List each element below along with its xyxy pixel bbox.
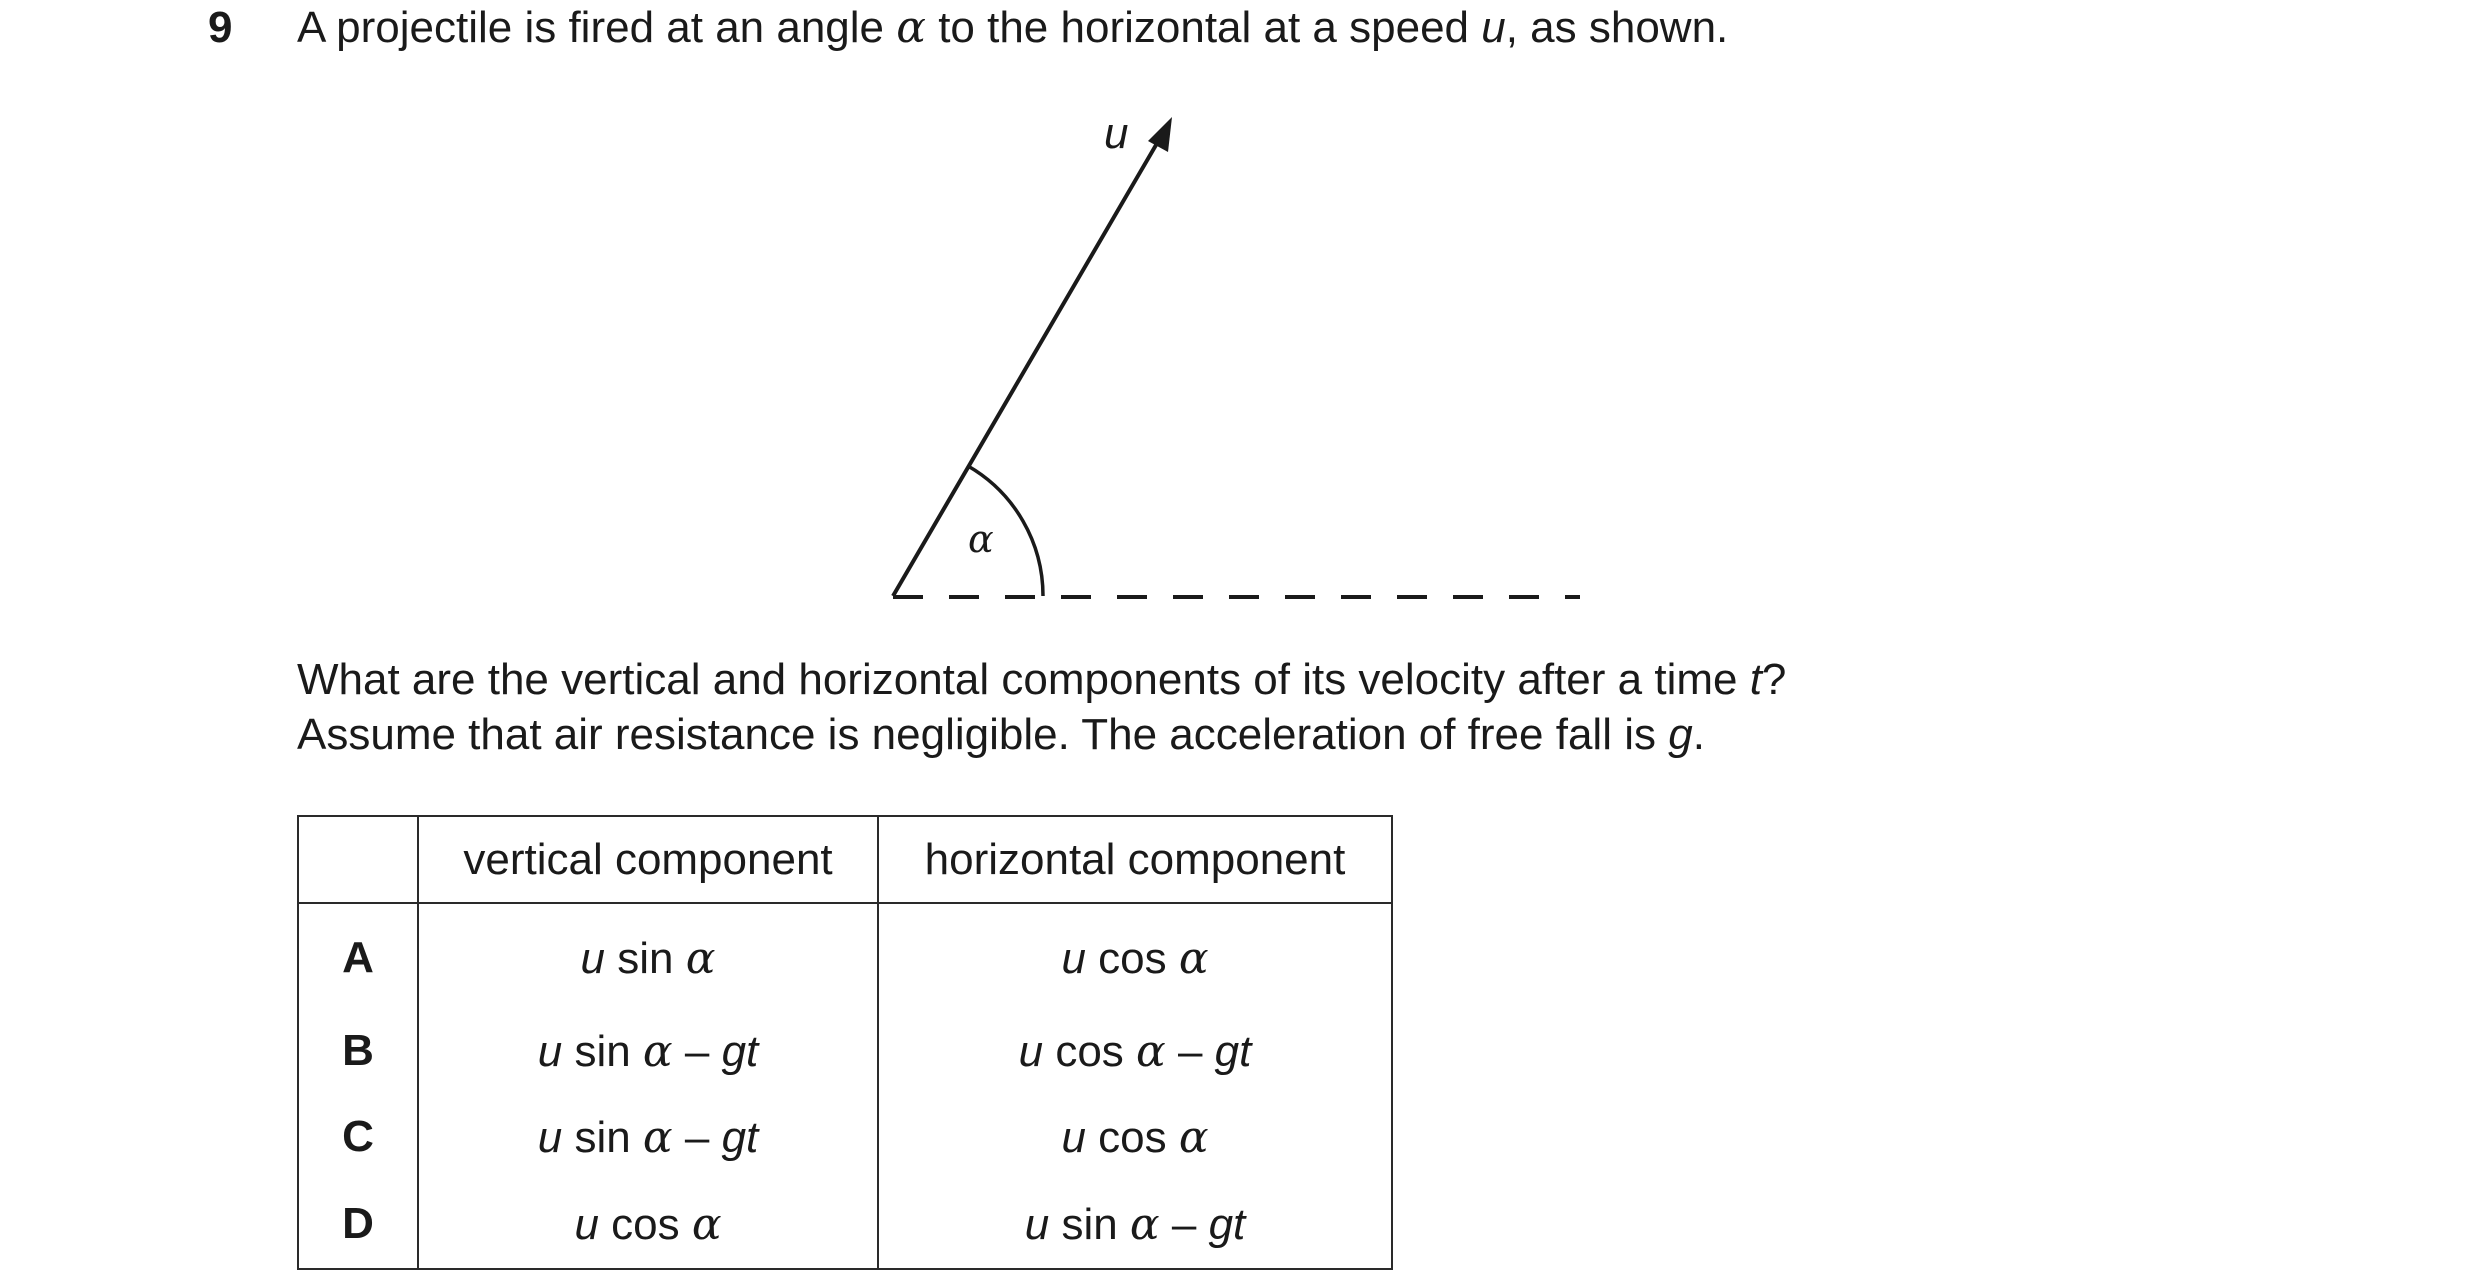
vertical-cell: u sin α – gt — [418, 1008, 878, 1094]
table-header-row — [298, 816, 1392, 903]
option-row-a[interactable] — [298, 903, 1392, 1008]
velocity-arrowhead — [1148, 117, 1172, 152]
velocity-arrow-line — [893, 133, 1163, 596]
prompt-t: t — [1749, 655, 1762, 704]
question-number: 9 — [208, 3, 233, 52]
option-letter[interactable]: A — [298, 903, 418, 1008]
horizontal-cell: u cos α — [878, 903, 1392, 1008]
option-letter[interactable]: C — [298, 1094, 418, 1180]
stem-u: u — [1481, 3, 1506, 52]
option-row-c[interactable] — [298, 1094, 1392, 1180]
prompt-line-2: Assume that air resistance is negligible. The acceleration of free fall is g. — [297, 710, 1705, 759]
vertical-cell: u sin α — [418, 903, 878, 1008]
option-letter[interactable]: D — [298, 1180, 418, 1269]
velocity-label: u — [1104, 109, 1129, 158]
stem-text-2: to the horizontal at a speed — [925, 3, 1482, 52]
projectile-diagram — [0, 0, 2480, 640]
horizontal-cell: u sin α – gt — [878, 1180, 1392, 1269]
stem-text-3: , as shown. — [1505, 3, 1729, 52]
vertical-cell: u cos α — [418, 1180, 878, 1269]
stem-alpha: α — [896, 2, 926, 53]
option-letter[interactable]: B — [298, 1008, 418, 1094]
prompt-g: g — [1668, 710, 1693, 759]
option-row-d[interactable] — [298, 1180, 1392, 1269]
question-prompt — [297, 652, 1786, 762]
option-row-b[interactable] — [298, 1008, 1392, 1094]
horizontal-cell: u cos α – gt — [878, 1008, 1392, 1094]
prompt-line-1: What are the vertical and horizontal components of its velocity after a time t? — [297, 655, 1787, 704]
horizontal-cell: u cos α — [878, 1094, 1392, 1180]
header-blank — [298, 816, 418, 903]
angle-label: α — [968, 517, 994, 561]
stem-text-1: A projectile is fired at an angle — [297, 3, 897, 52]
header-vertical: vertical component — [418, 816, 878, 903]
header-horizontal: horizontal component — [878, 816, 1392, 903]
vertical-cell: u sin α – gt — [418, 1094, 878, 1180]
answer-table — [297, 815, 1393, 1270]
